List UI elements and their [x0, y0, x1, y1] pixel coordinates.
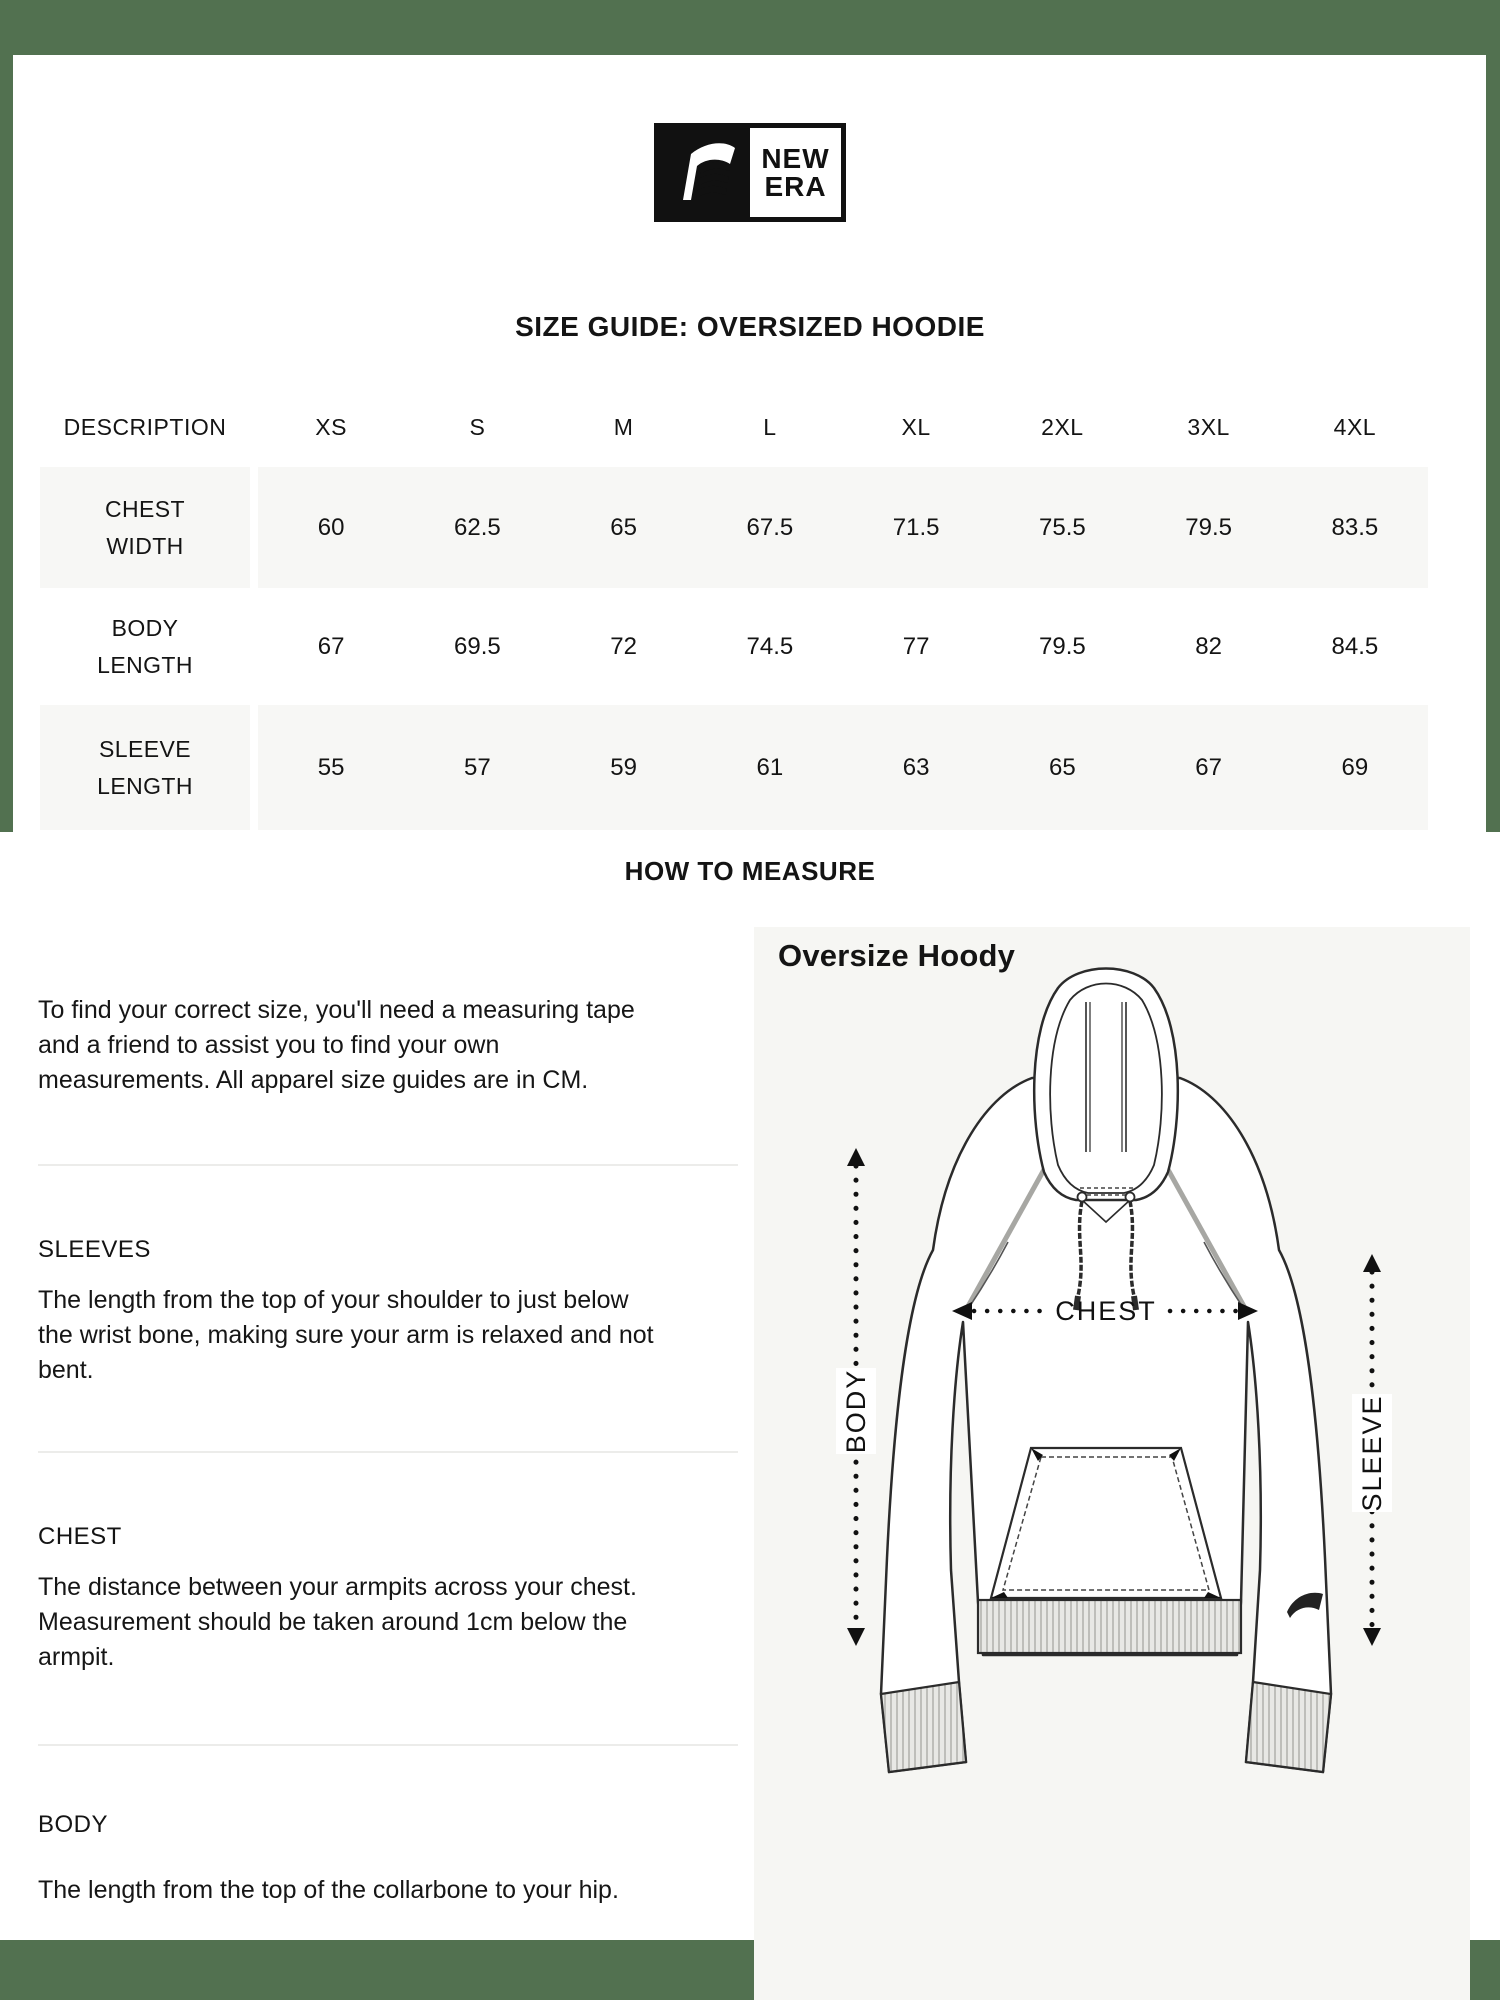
size-value-cell: 75.5	[1039, 513, 1086, 541]
size-table-header	[40, 395, 1428, 459]
size-value-cell: 77	[902, 632, 930, 660]
size-value-cell: 62.5	[454, 513, 501, 541]
size-value-cell: 63	[902, 753, 930, 781]
size-value-cell: 55	[317, 753, 345, 781]
size-value-cell: 67	[317, 632, 345, 660]
size-value-cell: 67	[1195, 753, 1222, 781]
new-era-wordmark	[750, 128, 841, 217]
size-value-cell: 79.5	[1185, 513, 1232, 541]
body-arrow-label: BODY	[841, 1368, 871, 1454]
size-value-cell: 57	[464, 753, 491, 781]
sleeve-arrow-label: SLEEVE	[1357, 1394, 1387, 1512]
column-header-2xl: 2XL	[1041, 413, 1084, 440]
chest-paragraph	[38, 1570, 637, 1675]
new-era-flag-icon	[659, 128, 750, 217]
column-header-3xl: 3XL	[1187, 413, 1230, 440]
chest-line: armpit.	[38, 1643, 115, 1671]
size-value-cell: 60	[317, 513, 345, 541]
section-divider	[38, 1164, 738, 1166]
sleeves-line: bent.	[38, 1356, 94, 1384]
size-value-cell: 59	[610, 753, 637, 781]
intro-line: and a friend to assist you to find your own	[38, 1031, 500, 1059]
section-divider	[38, 1744, 738, 1746]
diagram-title: Oversize Hoody	[778, 938, 1016, 973]
size-value-cell: 67.5	[746, 513, 794, 541]
intro-line: To find your correct size, you'll need a measuring tape	[38, 996, 635, 1024]
row-label-line: WIDTH	[106, 532, 184, 559]
cuff-rib	[1246, 1682, 1331, 1772]
wordmark-line-2: ERA	[764, 170, 827, 202]
size-value-cell: 65	[610, 513, 637, 541]
table-row-body-length	[40, 588, 1428, 705]
new-era-logo	[654, 123, 846, 222]
sleeves-line: the wrist bone, making sure your arm is relaxed and not	[38, 1321, 654, 1349]
body-heading: BODY	[38, 1811, 109, 1838]
sleeves-heading: SLEEVES	[38, 1236, 151, 1263]
size-table	[40, 395, 1428, 830]
column-header-s: S	[469, 413, 486, 440]
size-value-cell: 72	[610, 632, 637, 660]
column-header-xl: XL	[901, 413, 931, 440]
page-title: SIZE GUIDE: OVERSIZED HOODIE	[515, 311, 985, 342]
sleeves-line: The length from the top of your shoulder to just below	[38, 1286, 629, 1314]
hem-rib	[978, 1600, 1241, 1653]
body-line: The length from the top of the collarbone to your hip.	[38, 1876, 619, 1904]
row-label-line: LENGTH	[97, 651, 193, 678]
size-value-cell: 83.5	[1331, 513, 1379, 541]
drawcord-eyelet	[1126, 1193, 1135, 1202]
chest-arrow-label: CHEST	[1055, 1296, 1157, 1326]
row-label-line: SLEEVE	[99, 735, 191, 762]
section-divider	[38, 1451, 738, 1453]
size-value-cell: 79.5	[1039, 632, 1086, 660]
size-value-cell: 71.5	[892, 513, 940, 541]
row-label-line: CHEST	[105, 495, 185, 522]
chest-line: Measurement should be taken around 1cm below the	[38, 1608, 628, 1636]
size-value-cell: 69	[1341, 753, 1369, 781]
sleeves-paragraph	[38, 1283, 654, 1388]
column-header-m: M	[613, 413, 634, 440]
how-to-measure-heading: HOW TO MEASURE	[624, 856, 876, 886]
size-value-cell: 82	[1195, 632, 1222, 660]
column-header-description: DESCRIPTION	[63, 413, 227, 440]
size-value-cell: 61	[756, 753, 784, 781]
wordmark-line-1: NEW	[761, 142, 830, 174]
chest-heading: CHEST	[38, 1523, 122, 1550]
intro-line: measurements. All apparel size guides are in CM.	[38, 1066, 589, 1094]
column-gap	[250, 395, 258, 459]
size-value-cell: 65	[1049, 753, 1076, 781]
size-value-cell: 74.5	[746, 632, 794, 660]
row-label-line: BODY	[111, 614, 179, 641]
column-header-xs: XS	[315, 413, 347, 440]
intro-paragraph	[38, 993, 635, 1098]
kangaroo-pocket	[991, 1448, 1221, 1598]
hoodie-diagram	[754, 927, 1470, 2000]
size-value-cell: 69.5	[454, 632, 501, 660]
drawcord-eyelet	[1078, 1193, 1087, 1202]
table-row-sleeve-length	[40, 705, 1428, 830]
cuff-rib	[881, 1682, 966, 1772]
hood	[1034, 969, 1178, 1201]
size-value-cell: 84.5	[1331, 632, 1379, 660]
column-header-4xl: 4XL	[1333, 413, 1377, 440]
column-header-l: L	[763, 413, 777, 440]
row-label-line: LENGTH	[97, 772, 193, 799]
body-paragraph	[38, 1873, 619, 1908]
table-row-chest-width	[40, 467, 1428, 588]
chest-line: The distance between your armpits across your chest.	[38, 1573, 637, 1601]
